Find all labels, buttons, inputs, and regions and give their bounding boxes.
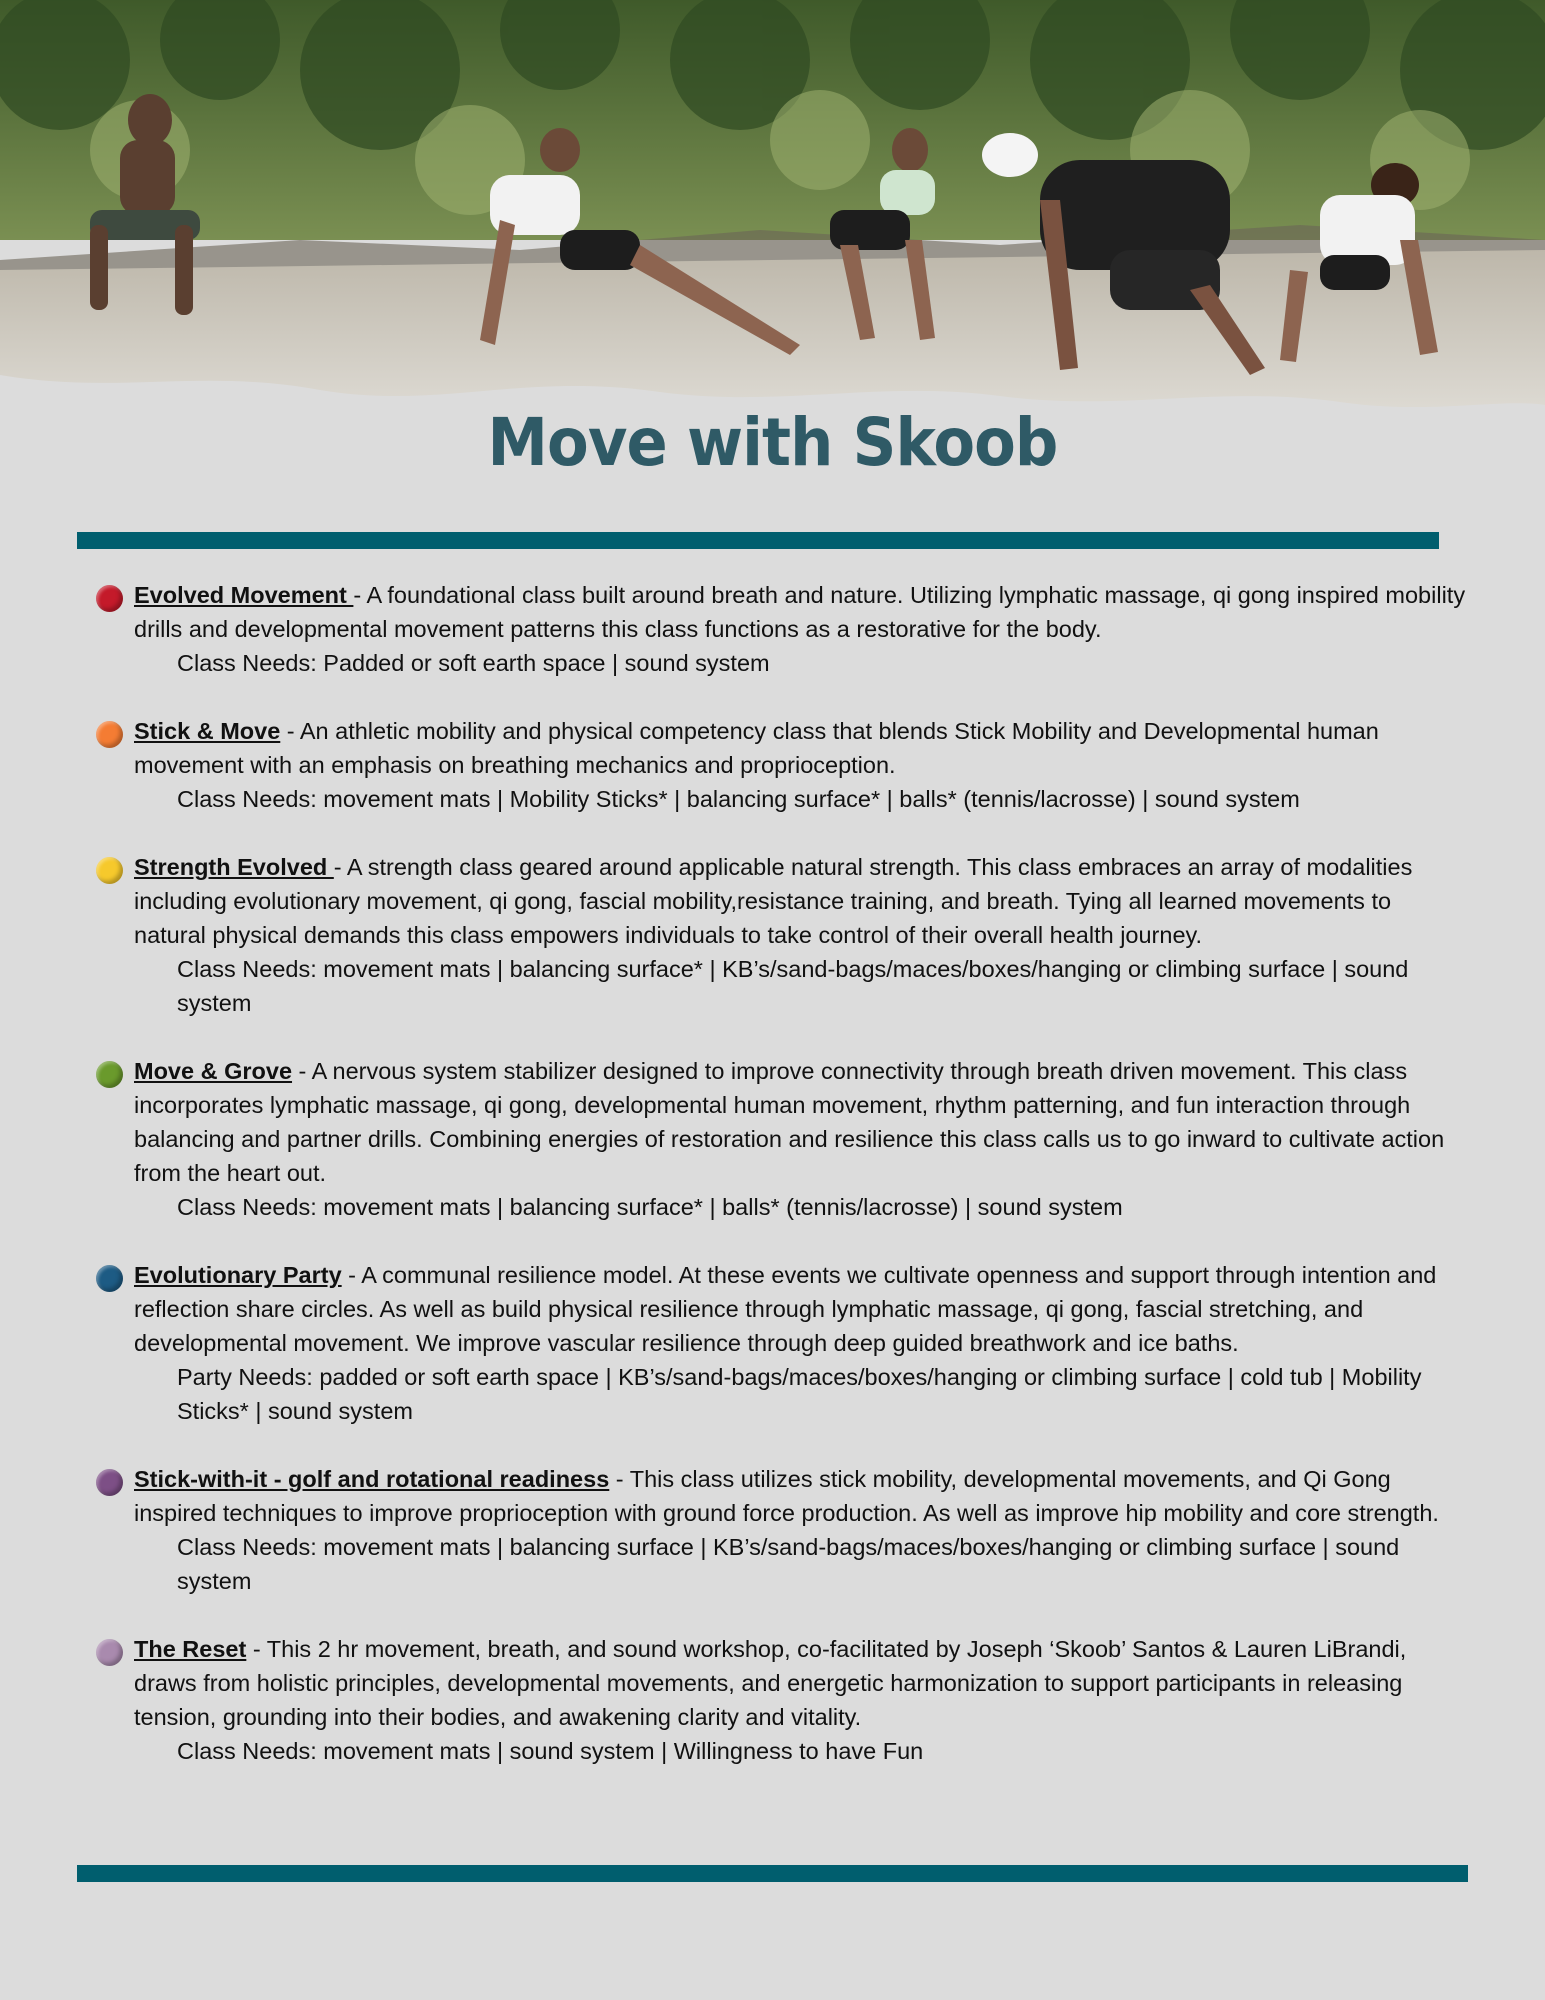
page-title: Move with Skoob	[487, 404, 1058, 481]
class-name: The Reset	[134, 1636, 247, 1662]
class-name: Stick-with-it - golf and rotational readiness	[134, 1466, 610, 1492]
hero-photo	[0, 0, 1545, 470]
class-name: Evolutionary Party	[134, 1262, 342, 1288]
class-name: Strength Evolved	[134, 854, 334, 880]
orange-bullet-icon	[96, 721, 123, 748]
class-description: - This class utilizes stick mobility, developmental movements, and Qi Gong inspired techniques to improve proprioception with ground force production. As well as improve hip mobility and core strength.	[134, 1466, 1439, 1526]
class-item-strength-evolved	[96, 850, 1466, 1020]
class-description: - A foundational class built around breath and nature. Utilizing lymphatic massage, qi gong inspired mobility drills and developmental movement patterns this class functions as a restorative for the body.	[134, 582, 1466, 642]
blue-bullet-icon	[96, 1265, 123, 1292]
lavender-bullet-icon	[96, 1639, 123, 1666]
class-item-the-reset	[96, 1632, 1466, 1768]
class-name: Stick & Move	[134, 718, 281, 744]
red-bullet-icon	[96, 585, 123, 612]
class-needs: Class Needs: movement mats | balancing surface* | KB’s/sand-bags/maces/boxes/hanging or climbing surface | sound system	[177, 956, 1409, 1016]
class-needs: Class Needs: movement mats | balancing surface | KB’s/sand-bags/maces/boxes/hanging or climbing surface | sound system	[177, 1534, 1400, 1594]
class-description: - This 2 hr movement, breath, and sound workshop, co-facilitated by Joseph ‘Skoob’ Santos & Lauren LiBrandi, draws from holistic principles, developmental movements, and energetic harmonization to support participants in releasing tension, grounding into their bodies, and awakening clarity and vitality.	[134, 1636, 1407, 1730]
class-needs: Class Needs: Padded or soft earth space | sound system	[177, 650, 770, 676]
class-description: - A nervous system stabilizer designed to improve connectivity through breath driven movement. This class incorporates lymphatic massage, qi gong, developmental human movement, rhythm patterning, and fun interaction through balancing and partner drills. Combining energies of restoration and resilience this class calls us to go inward to cultivate action from the heart out.	[134, 1058, 1445, 1186]
class-item-stick-with-it	[96, 1462, 1466, 1598]
class-description: - A strength class geared around applicable natural strength. This class embraces an array of modalities including evolutionary movement, qi gong, fascial mobility,resistance training, and breath. Tying all learned movements to natural physical demands this class empowers individuals to take control of their overall health journey.	[134, 854, 1413, 948]
class-name: Evolved Movement	[134, 582, 354, 608]
class-list	[96, 578, 1466, 1802]
class-description: - An athletic mobility and physical competency class that blends Stick Mobility and Developmental human movement with an emphasis on breathing mechanics and proprioception.	[134, 718, 1379, 778]
purple-bullet-icon	[96, 1469, 123, 1496]
class-needs: Party Needs: padded or soft earth space | KB’s/sand-bags/maces/boxes/hanging or climbing surface | cold tub | Mobility Sticks* | sound system	[177, 1364, 1422, 1424]
green-bullet-icon	[96, 1061, 123, 1088]
class-needs: Class Needs: movement mats | Mobility Sticks* | balancing surface* | balls* (tennis/lacrosse) | sound system	[177, 786, 1300, 812]
class-item-stick-and-move	[96, 714, 1466, 816]
class-needs: Class Needs: movement mats | sound system | Willingness to have Fun	[177, 1738, 924, 1764]
divider-bottom	[77, 1865, 1468, 1882]
class-needs: Class Needs: movement mats | balancing surface* | balls* (tennis/lacrosse) | sound system	[177, 1194, 1123, 1220]
class-item-evolutionary-party	[96, 1258, 1466, 1428]
divider-top	[77, 532, 1439, 549]
class-item-evolved-movement	[96, 578, 1466, 680]
class-description: - A communal resilience model. At these events we cultivate openness and support through intention and reflection share circles. As well as build physical resilience through lymphatic massage, qi gong, fascial stretching, and developmental movement. We improve vascular resilience through deep guided breathwork and ice baths.	[134, 1262, 1437, 1356]
class-name: Move & Grove	[134, 1058, 293, 1084]
yellow-bullet-icon	[96, 857, 123, 884]
class-item-move-and-grove	[96, 1054, 1466, 1224]
